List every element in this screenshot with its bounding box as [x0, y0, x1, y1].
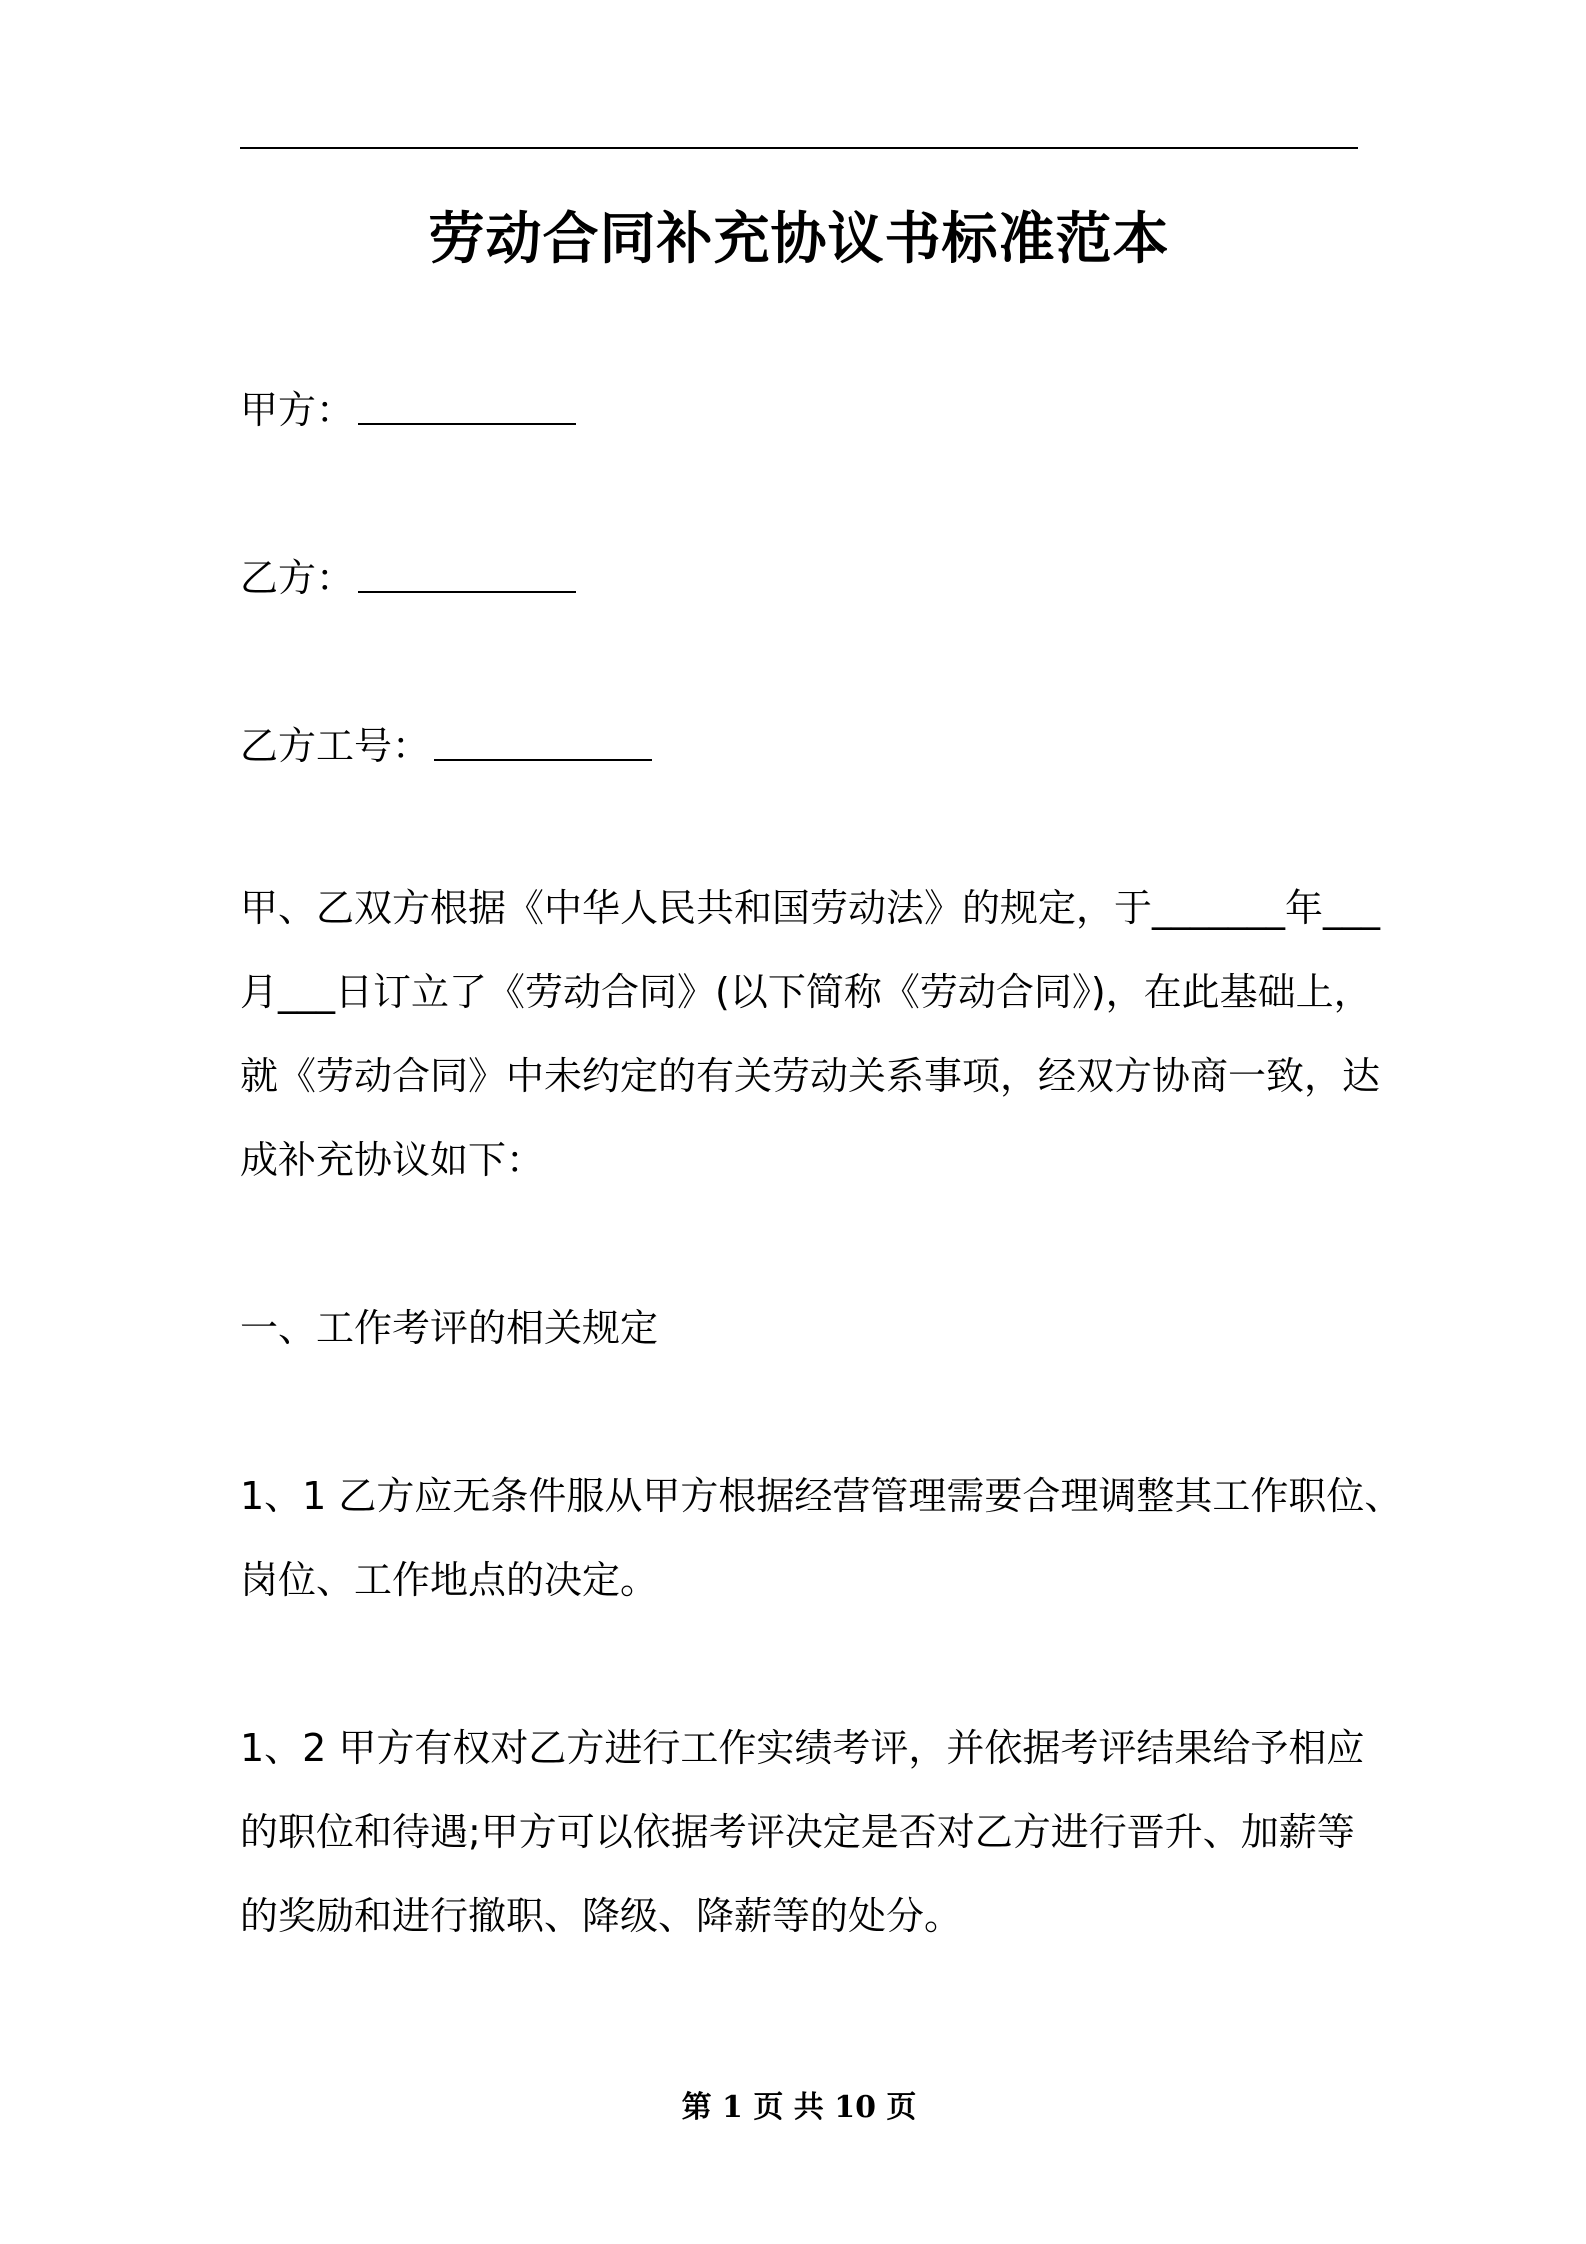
clause-line: 1、1 乙方应无条件服从甲方根据经营管理需要合理调整其工作职位、 — [240, 1474, 1403, 1518]
party-b-id-blank — [434, 719, 652, 761]
party-a-field — [240, 380, 576, 440]
party-a-label: 甲方： — [240, 388, 355, 432]
party-a-blank — [358, 383, 576, 425]
page-footer: 第 1 页 共 10 页 — [681, 2090, 917, 2125]
clause-1-1 — [240, 1454, 1403, 1622]
intro-line: 甲、乙双方根据《中华人民共和国劳动法》的规定，于_______年___ — [240, 886, 1381, 930]
intro-paragraph — [240, 866, 1380, 1202]
clause-line: 的奖励和进行撤职、降级、降薪等的处分。 — [240, 1894, 963, 1938]
clause-line: 1、2 甲方有权对乙方进行工作实绩考评，并依据考评结果给予相应 — [240, 1726, 1365, 1770]
clause-1-2 — [240, 1706, 1380, 1958]
party-b-field — [240, 548, 576, 608]
document-title: 劳动合同补充协议书标准范本 — [428, 207, 1170, 272]
section-heading-text: 一、工作考评的相关规定 — [240, 1306, 659, 1350]
intro-line: 就《劳动合同》中未约定的有关劳动关系事项，经双方协商一致，达 — [240, 1054, 1381, 1098]
header-rule — [240, 147, 1358, 149]
intro-line: 月___日订立了《劳动合同》(以下简称《劳动合同》)，在此基础上， — [240, 970, 1372, 1014]
party-b-label: 乙方： — [240, 556, 355, 600]
clause-line: 的职位和待遇;甲方可以依据考评决定是否对乙方进行晋升、加薪等 — [240, 1810, 1355, 1854]
party-b-id-field — [240, 716, 652, 776]
party-b-id-label: 乙方工号： — [240, 724, 431, 768]
section-heading — [240, 1286, 1380, 1370]
clause-line: 岗位、工作地点的决定。 — [240, 1558, 659, 1602]
party-b-blank — [358, 551, 576, 593]
intro-line: 成补充协议如下： — [240, 1138, 545, 1182]
